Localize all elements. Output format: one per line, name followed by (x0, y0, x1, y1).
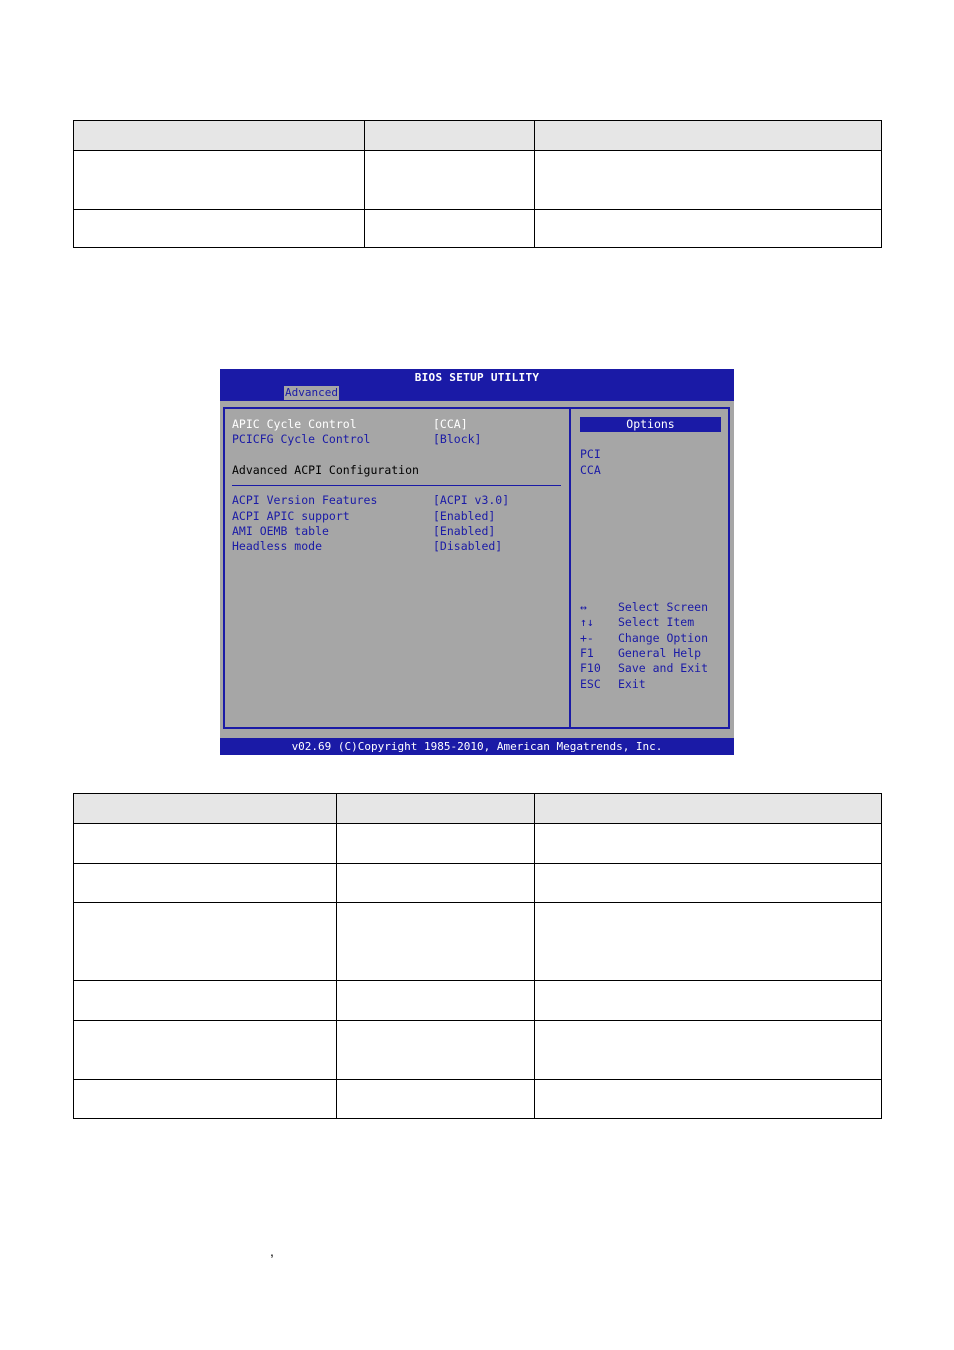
setting-label: PCICFG Cycle Control (232, 432, 371, 446)
bios-footer: v02.69 (C)Copyright 1985-2010, American Megatrends, Inc. (220, 738, 734, 755)
table-row (74, 981, 882, 1021)
setting-label: Headless mode (232, 539, 323, 553)
section-separator (232, 485, 561, 486)
options-header: Options (580, 417, 721, 432)
section-title-text: Advanced ACPI Configuration (232, 463, 419, 477)
bios-screen (220, 369, 734, 755)
setting-label: APIC Cycle Control (232, 417, 357, 431)
table-row (74, 824, 882, 864)
help-save-and-exit: Save and Exit (618, 661, 709, 675)
setting-value[interactable]: [Enabled] (433, 509, 496, 523)
help-select-screen: Select Screen (618, 600, 709, 614)
bios-menubar (220, 385, 734, 401)
esc-key: ESC (580, 677, 601, 691)
table-header-row (74, 121, 882, 151)
settings-table-bottom (73, 793, 882, 1119)
table-row (74, 151, 882, 210)
arrow-left-right-icon: ↔ (580, 600, 587, 614)
setting-value[interactable]: [Block] (433, 432, 482, 446)
stray-comma: , (270, 1243, 274, 1259)
option-cca[interactable]: CCA (580, 463, 601, 477)
plus-minus-key: +- (580, 631, 594, 645)
table-row (74, 864, 882, 903)
help-select-item: Select Item (618, 615, 695, 629)
table-row (74, 210, 882, 248)
help-general-help: General Help (618, 646, 702, 660)
option-pci[interactable]: PCI (580, 447, 601, 461)
table-row (74, 1021, 882, 1080)
settings-table-top (73, 120, 882, 248)
table-row (74, 1080, 882, 1119)
table-header-row (74, 794, 882, 824)
setting-value[interactable]: [Disabled] (433, 539, 503, 553)
bios-frame (223, 407, 730, 729)
setting-value[interactable]: [Enabled] (433, 524, 496, 538)
setting-label: ACPI APIC support (232, 509, 350, 523)
help-change-option: Change Option (618, 631, 709, 645)
arrow-up-down-icon: ↑↓ (580, 615, 594, 629)
bios-title: BIOS SETUP UTILITY (220, 369, 734, 385)
bios-divider (569, 407, 571, 729)
setting-label: ACPI Version Features (232, 493, 378, 507)
tab-advanced[interactable]: Advanced (285, 386, 338, 399)
table-row (74, 903, 882, 981)
f1-key: F1 (580, 646, 594, 660)
f10-key: F10 (580, 661, 601, 675)
setting-value[interactable]: [ACPI v3.0] (433, 493, 510, 507)
help-exit: Exit (618, 677, 646, 691)
setting-label: AMI OEMB table (232, 524, 329, 538)
setting-value[interactable]: [CCA] (433, 417, 468, 431)
